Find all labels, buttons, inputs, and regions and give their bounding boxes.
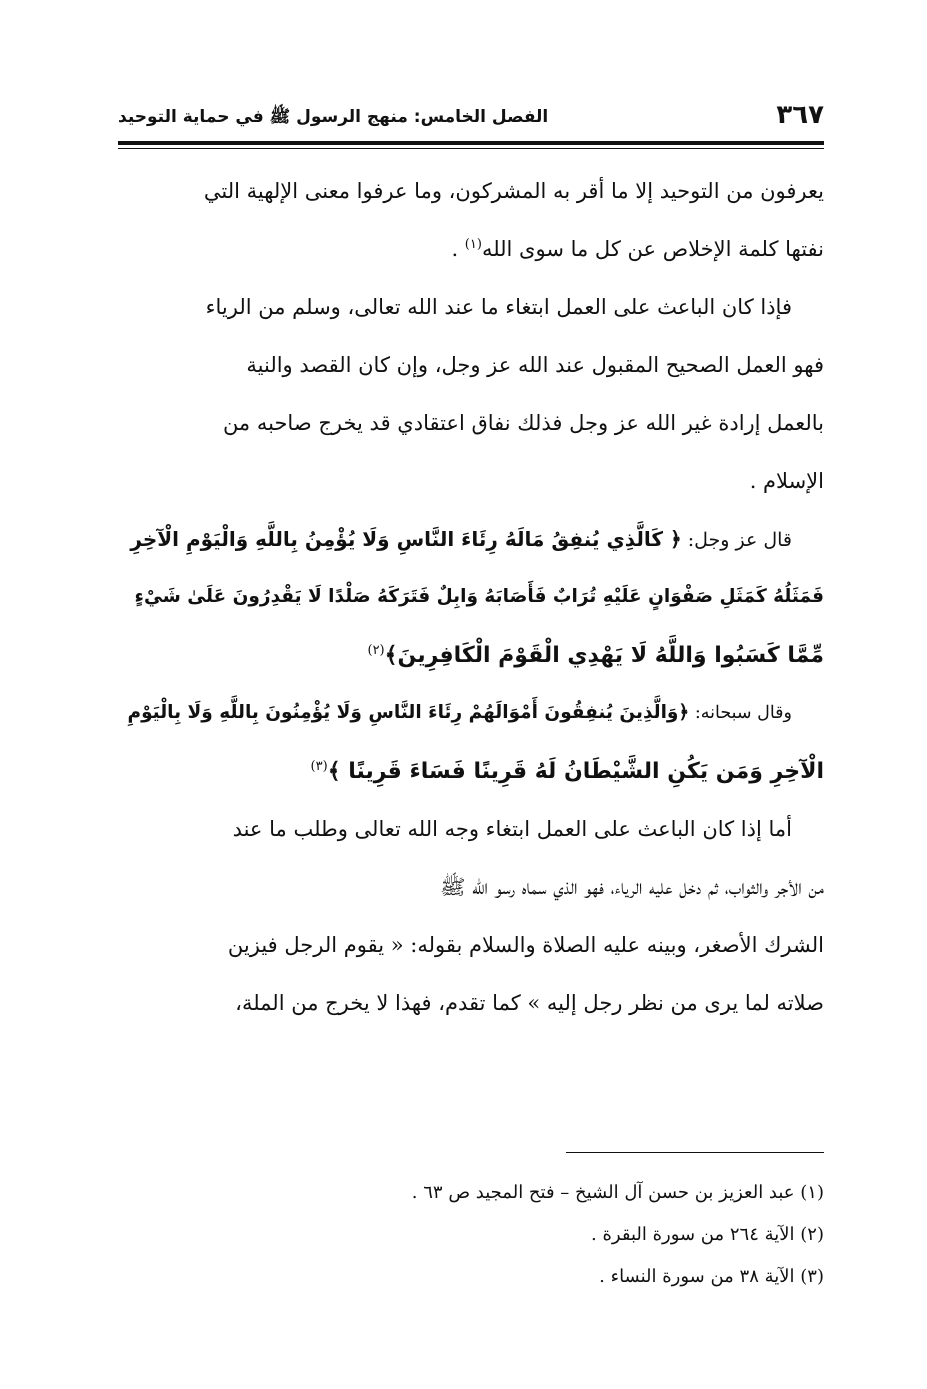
footnote: (٣) الآية ٣٨ من سورة النساء . [599, 1266, 824, 1287]
quran-verse: فَمَثَلُهُ كَمَثَلِ صَفْوَانٍ عَلَيْهِ تُرَابٌ فَأَصَابَهُ وَابِلٌ فَتَرَكَهُ صَلْدًا لَا يَقْدِرُونَ عَلَىٰ شَيْءٍ [134, 586, 824, 607]
page-header [118, 100, 824, 136]
footnote-ref: (٢) [367, 643, 385, 658]
quote-intro: قال عز وجل: [681, 529, 792, 551]
text-line [118, 684, 824, 742]
text-line: نفتها كلمة الإخلاص عن كل ما سوى الله$^{(١)}$ . [451, 237, 824, 261]
quran-verse: الْآخِرِ وَمَن يَكُنِ الشَّيْطَانُ لَهُ قَرِينًا فَسَاءَ قَرِينًا ﴾ [327, 759, 824, 784]
text-line: الشرك الأصغر، وبينه عليه الصلاة والسلام بقوله: « يقوم الرجل فيزين [227, 933, 824, 957]
chapter-title: الفصل الخامس: منهج الرسول ﷺ في حماية التوحيد [118, 107, 549, 127]
quran-verse: ﴿ كَالَّذِي يُنفِقُ مَالَهُ رِئَاءَ النَّاسِ وَلَا يُؤْمِنُ بِاللَّهِ وَالْيَوْمِ الْآخِرِ [130, 527, 682, 551]
text-line [118, 568, 824, 626]
quran-verse: ﴿وَالَّذِينَ يُنفِقُونَ أَمْوَالَهُمْ رِئَاءَ النَّاسِ وَلَا يُؤْمِنُونَ بِاللَّهِ وَلَا بِالْيَوْمِ [127, 702, 690, 723]
header-rule-thin [118, 148, 824, 149]
footnotes [118, 1172, 824, 1298]
text-line: بالعمل إرادة غير الله عز وجل فذلك نفاق اعتقادي قد يخرج صاحبه من [222, 411, 824, 435]
text-line [118, 742, 824, 800]
page-number: ٣٦٧ [776, 100, 824, 130]
text-line: صلاته لما يرى من نظر رجل إليه » كما تقدم، فهذا لا يخرج من الملة، [235, 991, 824, 1015]
header-rule-thick [118, 141, 824, 145]
body-text [118, 162, 824, 1032]
footnote-ref: (٣) [310, 759, 328, 774]
text-line: الإسلام . [749, 469, 824, 493]
text-line: فإذا كان الباعث على العمل ابتغاء ما عند الله تعالى، وسلم من الرياء [205, 295, 792, 319]
footnote: (٢) الآية ٢٦٤ من سورة البقرة . [591, 1224, 824, 1245]
text-line: يعرفون من التوحيد إلا ما أقر به المشركون، وما عرفوا معنى الإلهية التي [203, 179, 824, 203]
quote-intro: وقال سبحانه: [689, 703, 792, 723]
text-line [118, 626, 824, 684]
footnote-separator [566, 1152, 824, 1153]
text-line: أما إذا كان الباعث على العمل ابتغاء وجه الله تعالى وطلب ما عند [232, 817, 792, 841]
text-line: من الأجر والثواب، ثم دخل عليه الرياء، فهو الذي سماه رسو الله ﷺ [440, 875, 824, 899]
quran-verse: مِّمَّا كَسَبُوا وَاللَّهُ لَا يَهْدِي الْقَوْمَ الْكَافِرِينَ﴾ [384, 643, 824, 668]
footnote-ref: (١) [464, 237, 482, 252]
text-line: فهو العمل الصحيح المقبول عند الله عز وجل، وإن كان القصد والنية [246, 353, 824, 377]
text-line [118, 510, 824, 568]
footnote: (١) عبد العزيز بن حسن آل الشيخ – فتح المجيد ص ٦٣ . [411, 1182, 824, 1203]
